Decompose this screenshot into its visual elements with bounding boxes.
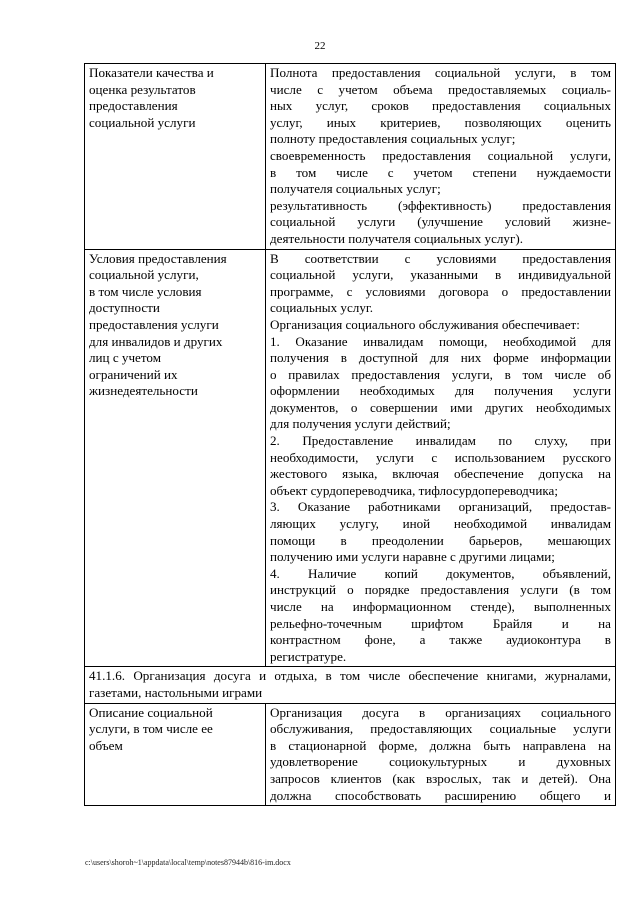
table-row (85, 703, 616, 806)
content-line: услуг, иных критериев, позволяющих оценить (270, 114, 611, 130)
content-line: своевременность предоставления социальной услуги, (270, 147, 611, 163)
content-line: о правилах предоставления услуги, в том числе об (270, 366, 611, 382)
label-line: лиц с учетом (89, 350, 161, 366)
label-line: предоставления (89, 98, 178, 114)
content-line: контрастном фоне, а также аудиоконтура в (270, 632, 611, 648)
table-row (85, 64, 616, 250)
content-line: рельефно-точечным шрифтом Брайля и на (270, 615, 611, 631)
content-line: Полнота предоставления социальной услуги, в том (270, 65, 611, 80)
section-heading: 41.1.6. Организация досуга и отдыха, в том числе обеспечение книгами, журналами, газетами, настольными играми (85, 667, 616, 703)
label-line: оценка результатов (89, 81, 196, 97)
label-line: объем (89, 737, 123, 753)
content-line: результативность (эффективность) предоставления (270, 197, 611, 213)
row-content-description (266, 703, 616, 806)
label-line: Условия предоставления (89, 250, 227, 266)
content-line: должна способствовать расширению общего и (270, 787, 611, 803)
content-line: обслуживания, предоставляющих социальные услуги (270, 721, 611, 737)
content-line: 1. Оказание инвалидам помощи, необходимой для (270, 333, 611, 349)
row-label-conditions (85, 249, 266, 667)
page-number: 22 (314, 40, 326, 52)
content-line: получателя социальных услуг; (270, 181, 441, 197)
services-table (84, 63, 616, 806)
content-line: ных услуг, сроков предоставления социальных (270, 98, 611, 114)
row-content-conditions (266, 249, 616, 667)
content-line: числе с учетом объема предоставляемых социаль- (270, 81, 611, 97)
content-line: полноту предоставления социальных услуг; (270, 131, 516, 147)
content-line: инструкций о порядке предоставления услуги (в том (270, 582, 611, 598)
label-line: ограничений их (89, 366, 178, 382)
row-label-quality (85, 64, 266, 250)
content-line: деятельности получателя социальных услуг). (270, 230, 523, 246)
content-line: получения в доступной для них форме информации (270, 350, 611, 366)
label-line: в том числе условия (89, 283, 202, 299)
content-line: удовлетворение социокультурных и духовных (270, 754, 611, 770)
content-line: необходимости, услуги с использованием русского (270, 449, 611, 465)
label-line: предоставления услуги (89, 316, 219, 332)
row-label-description (85, 703, 266, 806)
content-line: объект сурдопереводчика, тифлосурдопереводчика; (270, 482, 559, 498)
content-line: 3. Оказание работниками организаций, предостав- (270, 499, 611, 515)
content-line: жестового языка, включая обеспечение допуска на (270, 466, 611, 482)
content-line: для получения услуги действий; (270, 416, 451, 432)
content-line: социальных услуг. (270, 300, 374, 316)
content-line: оформлении необходимых для получения услуги (270, 383, 611, 399)
label-line: социальной услуги (89, 114, 196, 130)
content-line: помощи в преодолении барьеров, мешающих (270, 532, 611, 548)
row-content-quality (266, 64, 616, 250)
content-line: в том числе с учетом степени нуждаемости (270, 164, 611, 180)
label-line: Показатели качества и (89, 65, 214, 80)
table-row (85, 667, 616, 703)
label-line: услуги, в том числе ее (89, 721, 213, 737)
label-line: жизнедеятельности (89, 383, 198, 399)
content-line: Организация досуга в организациях социального (270, 704, 611, 720)
content-line: программе, с условиями договора о предоставлении (270, 283, 611, 299)
content-line: регистратуре. (270, 648, 347, 664)
content-line: социальной услуги (улучшение условий жизне- (270, 214, 611, 230)
content-line: 2. Предоставление инвалидам по слуху, при (270, 433, 611, 449)
label-line: для инвалидов и других (89, 333, 223, 349)
content-line: документов, о совершении ими других необходимых (270, 399, 611, 415)
content-line: Организация социального обслуживания обеспечивает: (270, 316, 580, 332)
content-line: запросов клиентов (как взрослых, так и детей). Она (270, 770, 611, 786)
table-row (85, 249, 616, 667)
content-line: в стационарной форме, должна быть направлена на (270, 737, 611, 753)
content-line: социальной услуги, указанными в индивидуальной (270, 267, 611, 283)
label-line: доступности (89, 300, 160, 316)
content-line: ляющих услугу, иной необходимой инвалидам (270, 516, 611, 532)
content-line: 4. Наличие копий документов, объявлений, (270, 565, 611, 581)
content-line: В соответствии с условиями предоставления (270, 250, 611, 266)
content-line: числе на информационном стенде), выполненных (270, 599, 611, 614)
label-line: Описание социальной (89, 704, 213, 720)
content-line: получению ими услуги наравне с другими лицами; (270, 549, 555, 565)
file-path-footer: c:\users\shoroh~1\appdata\local\temp\notes87944b\816-im.docx (85, 858, 291, 867)
label-line: социальной услуги, (89, 267, 199, 283)
